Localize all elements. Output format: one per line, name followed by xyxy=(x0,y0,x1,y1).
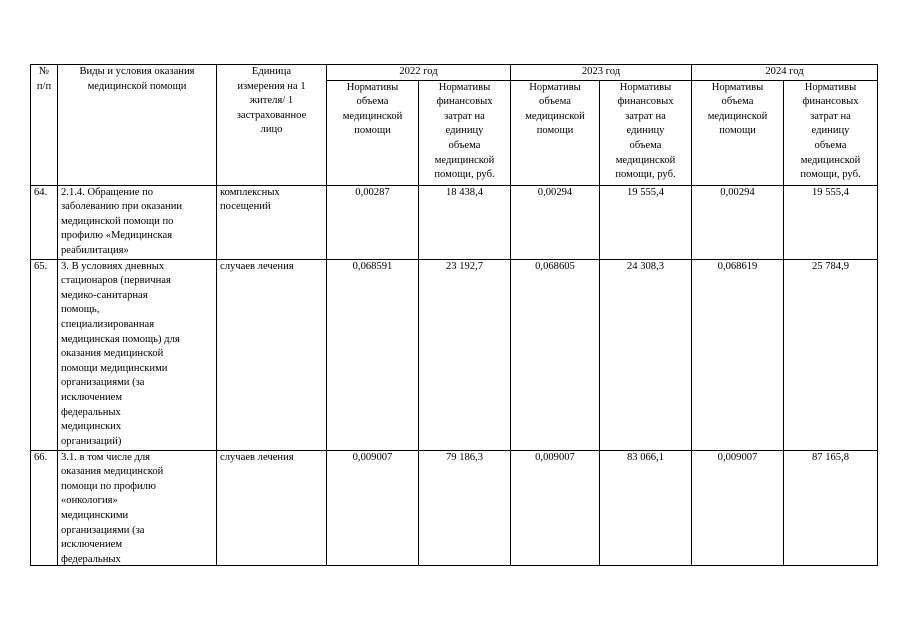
header-number: № п/п xyxy=(31,65,58,186)
row-2022-cost: 79 186,3 xyxy=(419,450,511,565)
row-2024-volume: 0,068619 xyxy=(692,259,784,450)
row-care-kind xyxy=(58,450,217,565)
row-care-kind: 3. В условиях дневных стационаров (первичная медико-санитарная помощь, специализированная медицинская помощь) для оказания медицинской помощи медицинскими организациями (за исключением федеральных медицинских организаций) xyxy=(58,259,217,450)
row-2023-volume: 0,009007 xyxy=(511,450,600,565)
row-2023-volume: 0,068605 xyxy=(511,259,600,450)
row-2022-cost: 23 192,7 xyxy=(419,259,511,450)
row-number: 65. xyxy=(31,259,58,450)
table-header-row xyxy=(31,65,878,81)
header-year-2024: 2024 год xyxy=(692,65,878,81)
row-unit: комплексных посещений xyxy=(217,185,327,259)
header-year-2022: 2022 год xyxy=(327,65,511,81)
row-2022-volume: 0,068591 xyxy=(327,259,419,450)
row-unit: случаев лечения xyxy=(217,450,327,565)
header-2023-volume: Нормативы объема медицинской помощи xyxy=(511,80,600,185)
row-2023-volume: 0,00294 xyxy=(511,185,600,259)
medical-care-norms-table xyxy=(30,64,878,566)
row-number: 64. xyxy=(31,185,58,259)
table-row xyxy=(31,185,878,259)
row-2023-cost: 83 066,1 xyxy=(600,450,692,565)
header-2024-volume: Нормативы объема медицинской помощи xyxy=(692,80,784,185)
row-2024-volume: 0,00294 xyxy=(692,185,784,259)
header-2023-cost: Нормативы финансовых затрат на единицу объема медицинской помощи, руб. xyxy=(600,80,692,185)
row-2024-volume: 0,009007 xyxy=(692,450,784,565)
row-2022-volume: 0,00287 xyxy=(327,185,419,259)
header-2022-cost: Нормативы финансовых затрат на единицу объема медицинской помощи, руб. xyxy=(419,80,511,185)
row-care-kind-text: 3.1. в том числе для оказания медицинской помощи по профилю «онкология» медицинскими организациями (за исключением федеральных xyxy=(61,451,164,565)
header-care-kind: Виды и условия оказания медицинской помощи xyxy=(58,65,217,186)
table-row xyxy=(31,259,878,450)
header-unit: Единица измерения на 1 жителя/ 1 застрахованное лицо xyxy=(217,65,327,186)
row-2022-volume: 0,009007 xyxy=(327,450,419,565)
row-2022-cost: 18 438,4 xyxy=(419,185,511,259)
row-2023-cost: 24 308,3 xyxy=(600,259,692,450)
header-2024-cost: Нормативы финансовых затрат на единицу объема медицинской помощи, руб. xyxy=(784,80,878,185)
row-2024-cost: 19 555,4 xyxy=(784,185,878,259)
table-row xyxy=(31,450,878,565)
row-2023-cost: 19 555,4 xyxy=(600,185,692,259)
row-2024-cost: 25 784,9 xyxy=(784,259,878,450)
row-unit: случаев лечения xyxy=(217,259,327,450)
header-year-2023: 2023 год xyxy=(511,65,692,81)
row-2024-cost: 87 165,8 xyxy=(784,450,878,565)
header-2022-volume: Нормативы объема медицинской помощи xyxy=(327,80,419,185)
row-number: 66. xyxy=(31,450,58,565)
row-care-kind: 2.1.4. Обращение по заболеванию при оказании медицинской помощи по профилю «Медицинская реабилитация» xyxy=(58,185,217,259)
